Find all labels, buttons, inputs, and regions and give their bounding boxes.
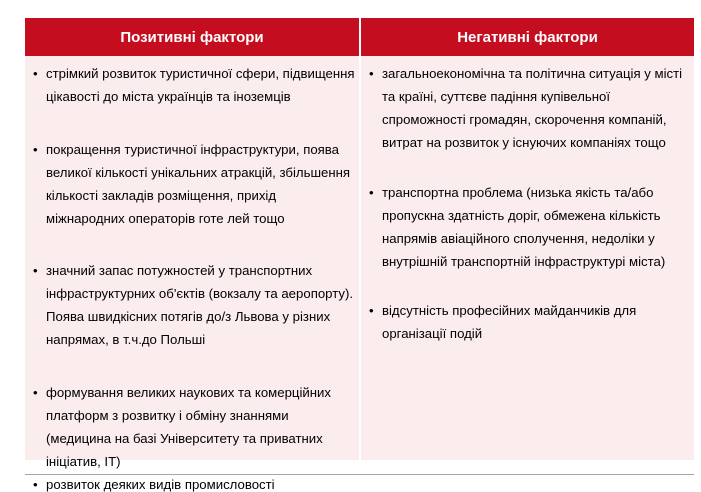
positive-factor-item (33, 259, 358, 351)
bullet-icon: • (33, 66, 38, 81)
negative-factor-item (369, 62, 694, 154)
bottom-divider (25, 474, 694, 475)
negative-factor-text: відсутність професійних майданчиків для організації подій (382, 303, 637, 341)
bullet-icon: • (33, 385, 38, 400)
header-positive-factors: Позитивні фактори (25, 18, 359, 56)
bullet-icon: • (369, 185, 374, 200)
positive-factor-item (33, 138, 358, 230)
column-divider (359, 18, 361, 460)
positive-factor-item (33, 473, 358, 492)
positive-factors-column (33, 56, 355, 492)
positive-factor-text: формування великих наукових та комерційних платформ з розвитку і обміну знаннями (медицина на базі Університету та приватних ініціатив, ІТ) (46, 385, 332, 469)
bullet-icon: • (33, 263, 38, 278)
factors-table (25, 18, 694, 492)
negative-factor-text: транспортна проблема (низька якість та/або пропускна здатність доріг, обмежена кількість напрямів авіаційного сполучення, недоліки у внутрішній транспортній інфраструктурі міста) (382, 185, 666, 269)
bullet-icon: • (33, 477, 38, 492)
bullet-icon: • (33, 142, 38, 157)
positive-factor-text: стрімкий розвиток туристичної сфери, підвищення цікавості до міста українців та іноземців (46, 66, 355, 104)
header-negative-factors: Негативні фактори (361, 18, 694, 56)
bullet-icon: • (369, 303, 374, 318)
negative-factor-item (369, 181, 694, 273)
bullet-icon: • (369, 66, 374, 81)
positive-factor-item (33, 62, 356, 108)
positive-factor-text: значний запас потужностей у транспортних інфраструктурних об'єктів (вокзалу та аеропорту). Поява швидкісних потягів до/з Львова у різних напрямах, в т.ч.до Польші (46, 263, 354, 347)
positive-factor-item (33, 381, 346, 473)
negative-factor-text: загальноекономічна та політична ситуація у місті та країні, суттєве падіння купівельної спроможності громадян, скорочення компаній, витрат на розвиток у існуючих компаніях тощо (382, 66, 683, 150)
positive-factor-text: розвиток деяких видів промисловості (46, 477, 275, 492)
negative-factor-item (369, 299, 672, 345)
positive-factor-text: покращення туристичної інфраструктури, поява великої кількості унікальних атракцій, збільшення кількості закладів розміщення, прихід міжнародних операторів готе лей тощо (46, 142, 351, 226)
negative-factors-column (369, 56, 687, 345)
